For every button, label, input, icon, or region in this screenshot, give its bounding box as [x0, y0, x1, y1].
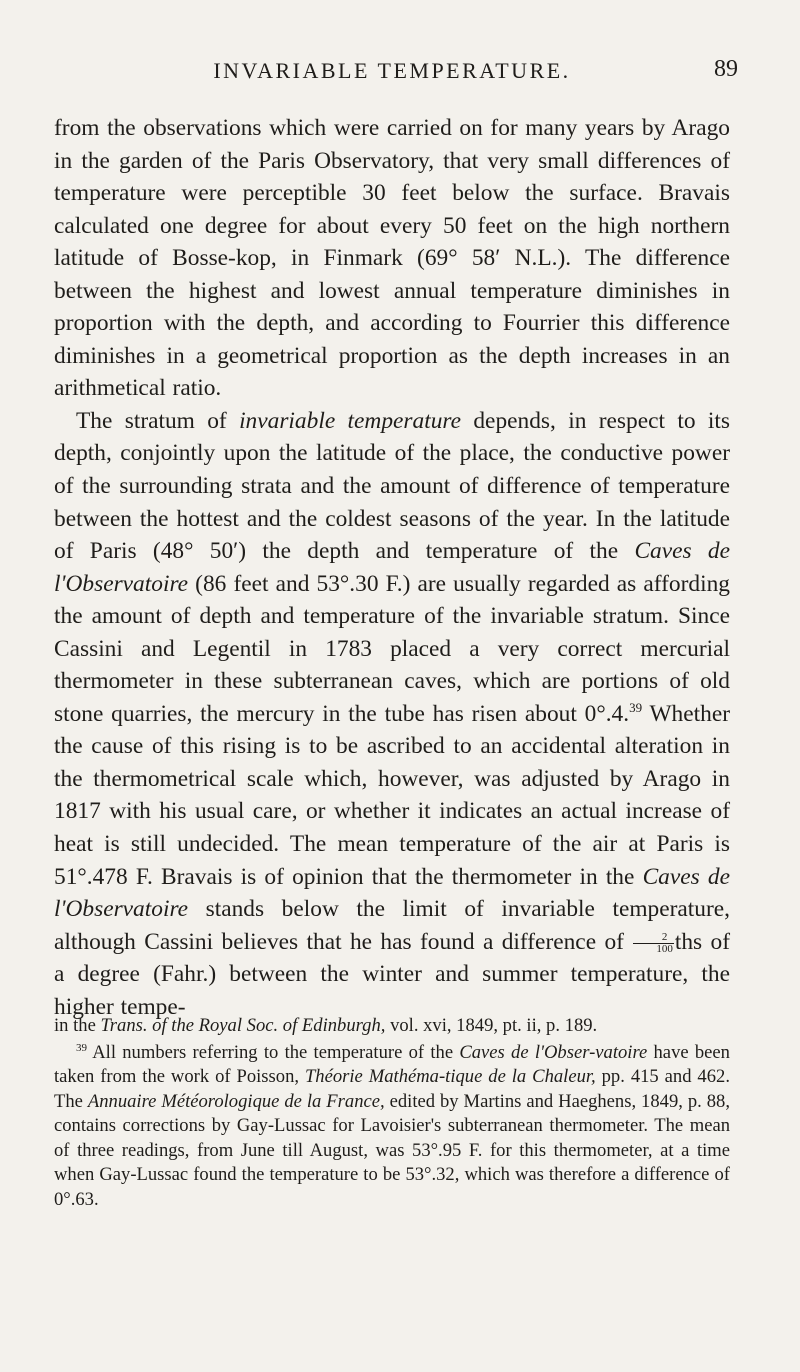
- p2-text-a: The stratum of: [76, 407, 240, 434]
- p2-text-b: depends, in respect to its depth, conjointly upon the latitude of the place, the conductive power of the surrounding strata and the amount of difference of temperature between the hottest and the coldest seasons of the year. In the latitude of Paris (48° 50′) the depth and temperature of the: [54, 407, 730, 565]
- p2-italic-caves-2: Caves de l'Observatoire: [54, 863, 730, 923]
- paragraph-2: [54, 405, 730, 1023]
- fraction: [633, 932, 674, 955]
- p2-text-c: (86 feet and 53°.30 F.) are usually regarded as affording the amount of depth and temperature of the invariable stratum. Since Cassini and Legentil in 1783 placed a very correct mercurial thermometer in these subterranean caves, which are portions of old stone quarries, the mercury in the tube has risen about 0°.4.: [54, 570, 730, 727]
- p2-italic-caves-1: Caves de l'Observatoire: [54, 538, 731, 597]
- p2-text-f: ths of a degree (Fahr.) between the winter and summer temperature, the higher tempe-: [54, 928, 730, 1020]
- fn39-italic-theorie: Théorie Mathéma-tique de la Chaleur,: [304, 1066, 596, 1087]
- p2-text-e: stands below the limit of invariable temperature, although Cassini believes that he has found a difference of: [54, 896, 730, 955]
- fn-cont-italic: Trans. of the Royal Soc. of Edinburgh,: [100, 1015, 386, 1036]
- footnote-39-mark: 39: [76, 1041, 87, 1054]
- fn39-text-a: All numbers referring to the temperature of the: [87, 1041, 460, 1063]
- main-text: [54, 112, 730, 1023]
- fn39-italic-caves: Caves de l'Obser-vatoire: [459, 1041, 648, 1063]
- fn-cont-text-a: in the: [54, 1015, 101, 1036]
- running-head: [54, 0, 738, 112]
- fn39-italic-annuaire: Annuaire Météorologique de la France,: [87, 1090, 385, 1112]
- fn-cont-text-b: vol. xvi, 1849, pt. ii, p. 189.: [385, 1015, 598, 1036]
- fn39-text-d: edited by Martins and Haeghens, 1849, p. 88, contains corrections by Gay-Lussac for Lavoisier's subterranean thermometer. The mean of three readings, from June till August, was 53°.95 F. for this thermometer, at a time when Gay-Lussac found the temperature to be 53°.32, which was therefore a difference of 0°.63.: [54, 1090, 730, 1210]
- footnotes: [54, 1014, 730, 1212]
- footnote-39: [54, 1041, 730, 1213]
- page-number: 89: [714, 56, 738, 82]
- paragraph-1-text: from the observations which were carried on for many years by Arago in the garden of the Paris Observatory, that very small differences of temperature were perceptible 30 feet below the surface. Bravais calculated one degree for about every 50 feet on the high northern latitude of Bosse-kop, in Finmark (69° 58′ N.L.). The difference between the highest and lowest annual temperature diminishes in proportion with the depth, and according to Fourrier this difference diminishes in a geometrical proportion as the depth increases in an arithmetical ratio.: [54, 115, 730, 402]
- fn39-text-b: have been taken from the work of Poisson,: [54, 1041, 730, 1087]
- running-title: INVARIABLE TEMPERATURE.: [213, 58, 571, 83]
- footnote-continuation: [54, 1014, 730, 1039]
- p2-text-d: Whether the cause of this rising is to be ascribed to an accidental alteration in the thermometrical scale which, however, was adjusted by Arago in 1817 with his usual care, or whether it indicates an actual increase of heat is still undecided. The mean temperature of the air at Paris is 51°.478 F. Bravais is of opinion that the thermometer in the: [54, 700, 730, 890]
- fraction-denominator: 100: [656, 942, 673, 955]
- p2-italic-term: invariable temperature: [239, 407, 462, 434]
- fraction-numerator: 2: [633, 932, 674, 944]
- paragraph-1: [54, 112, 730, 405]
- footnote-reference-39: 39: [629, 699, 643, 715]
- fn39-text-c: pp. 415 and 462. The: [54, 1066, 730, 1112]
